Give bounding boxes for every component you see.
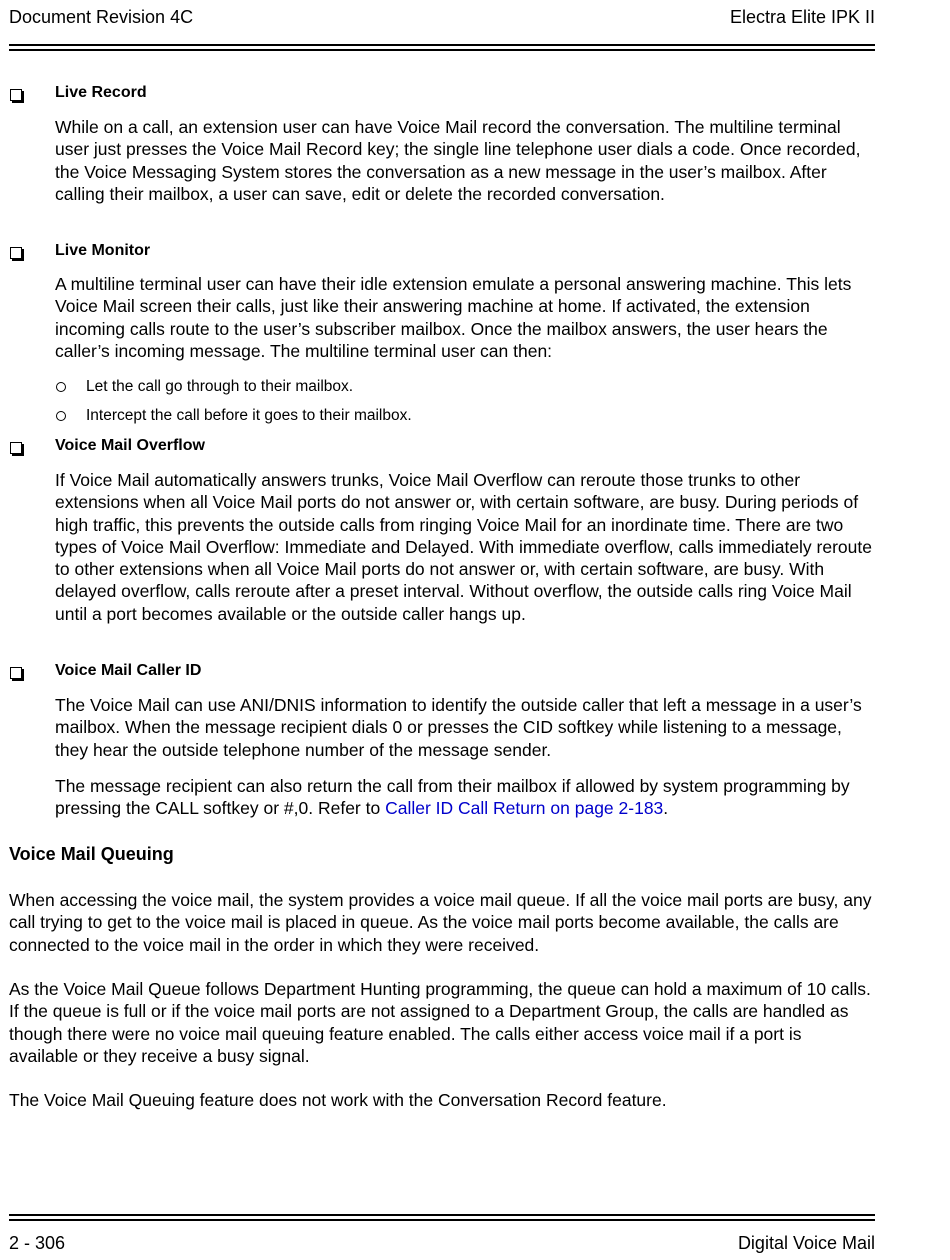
footer-chapter-title: Digital Voice Mail: [737, 1233, 875, 1253]
item-paragraph: If Voice Mail automatically answers trunks, Voice Mail Overflow can reroute those trunks to other extensions when all Voice Mail ports do not answer or, with certain software, are busy. During periods of high traffic, this prevents the outside calls from ringing Voice Mail for an inordinate time. There are two types of Voice Mail Overflow: Immediate and Delayed. With immediate overflow, calls immediately reroute to other extensions when all Voice Mail ports do not answer or, with certain software, are busy. With delayed overflow, calls reroute after a preset interval. Without overflow, the outside calls ring Voice Mail until a port becomes available or the outside caller hangs up.: [55, 470, 872, 624]
section-paragraph: The Voice Mail Queuing feature does not work with the Conversation Record feature.: [9, 1090, 667, 1110]
item-title-voice-mail-caller-id: Voice Mail Caller ID: [55, 662, 202, 679]
item-paragraph: While on a call, an extension user can have Voice Mail record the conversation. The multiline terminal user just presses the Voice Mail Record key; the single line telephone user dials a code. Once recorded, the Voice Messaging System stores the conversation as a new message in the user’s mailbox. After calling their mailbox, a user can save, edit or delete the recorded conversation.: [55, 117, 861, 204]
header-rule-bottom: [9, 49, 875, 51]
section-heading-voice-mail-queuing: Voice Mail Queuing: [9, 844, 174, 864]
checkbox-bullet-icon: [10, 442, 22, 454]
header-product-name: Electra Elite IPK II: [729, 7, 875, 27]
section-paragraph: As the Voice Mail Queue follows Department Hunting programming, the queue can hold a maximum of 10 calls. If the queue is full or if the voice mail ports are not assigned to a Department Group, the calls are handled as though there were no voice mail queuing feature enabled. The calls either access voice mail if a port is available or they receive a busy signal.: [9, 979, 871, 1066]
header-document-revision: Document Revision 4C: [9, 7, 194, 27]
footer-rule-top: [9, 1214, 875, 1216]
item-title-voice-mail-overflow: Voice Mail Overflow: [55, 437, 205, 454]
circle-bullet-icon: [56, 382, 66, 392]
footer-rule-bottom: [9, 1219, 875, 1221]
section-paragraph: When accessing the voice mail, the system provides a voice mail queue. If all the voice mail ports are busy, any call trying to get to the voice mail is placed in queue. As the voice mail ports become available, the calls are connected to the voice mail in the order in which they were received.: [9, 890, 872, 955]
item-title-live-record: Live Record: [55, 84, 147, 101]
item-paragraph: A multiline terminal user can have their idle extension emulate a personal answering machine. This lets Voice Mail screen their calls, just like their answering machine at home. If activated, the extension incoming calls route to the user’s subscriber mailbox. Once the mailbox answers, the user hears the caller’s incoming message. The multiline terminal user can then:: [55, 274, 852, 361]
header-rule-top: [9, 44, 875, 46]
paragraph-text: The message recipient can also return the call from their mailbox if allowed by system programming by pressing the CALL softkey or #,0. Refer to: [55, 776, 850, 819]
checkbox-bullet-icon: [10, 247, 22, 259]
caller-id-call-return-link[interactable]: Caller ID Call Return on page 2-183: [385, 798, 664, 819]
footer-page-number: 2 - 306: [9, 1233, 66, 1253]
item-paragraph-with-link: [55, 775, 875, 820]
circle-bullet-icon: [56, 411, 66, 421]
sub-bullet-item: Let the call go through to their mailbox.: [86, 378, 354, 395]
paragraph-end: .: [663, 798, 669, 819]
item-title-live-monitor: Live Monitor: [55, 242, 151, 259]
checkbox-bullet-icon: [10, 667, 22, 679]
item-paragraph: The Voice Mail can use ANI/DNIS information to identify the outside caller that left a message in a user’s mailbox. When the message recipient dials 0 or presses the CID softkey while listening to a message, they hear the outside telephone number of the message sender.: [55, 695, 862, 760]
sub-bullet-item: Intercept the call before it goes to their mailbox.: [86, 407, 412, 424]
checkbox-bullet-icon: [10, 89, 22, 101]
